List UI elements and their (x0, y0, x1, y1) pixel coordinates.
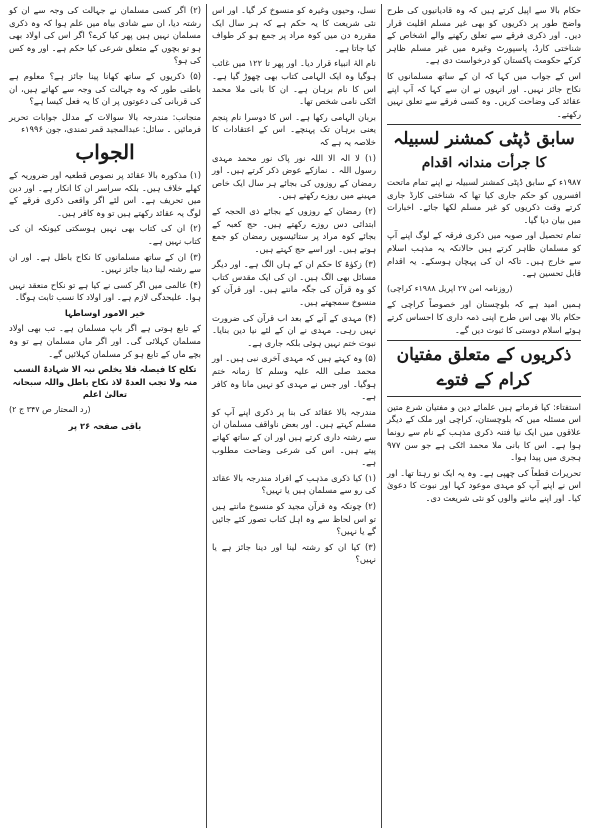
right-column (382, 4, 586, 828)
section-divider (387, 124, 581, 125)
body-paragraph: اس کے جواب میں کہا کہ ان کے ساتھ مسلمانوں کا نکاح جائز نہیں۔ اور انہوں نے ان سے کہا کہ آپ اپنے عقائد کی وضاحت کریں۔ وہ کسی فرقے سے تعلق نہیں رکھتے۔ (387, 70, 581, 119)
answer-paragraph: (۲) ان کی کتاب بھی نہیں ہوسکتی کیونکہ ان کی کتاب نہیں ہے۔ (9, 223, 201, 246)
fatwa-headline: ذکریوں کے متعلق مفتیان (396, 345, 572, 366)
quote-line: خیر الامور اوساطہا (64, 307, 146, 318)
reference-citation: (رد المحتار ص ۳۴۷ ج ۲) (9, 405, 91, 415)
fatwa-headline-line2: کرام کے فتوے (436, 370, 532, 391)
body-paragraph: تحریرات قطعاً کی چھپی ہے۔ وہ یہ ایک نو رہتا تھا۔ اور اس نے اپنے آپ کو مہدی موعود کہا اور نبوت کا دعویٰ کیا۔ اور اپنے ماننے والوں کو نئی شریعت دی۔ (387, 467, 581, 503)
question-paragraph: (۲) اگر کسی مسلمان نے جہالت کی وجہ سے ان کو رشتہ دیا، ان سے شادی بیاہ میں علم ہوا کہ وہ ذکری مسلمان نہیں ہیں پھر کیا کرے؟ اگر اس کی اولاد بھی ہو تو بچوں کے متعلق شرعی کیا حکم ہے۔ اور وہ کس کی ہو؟ (9, 5, 201, 66)
body-paragraph: ہمیں امید ہے کہ بلوچستان اور خصوصاً کراچی کے حکام بالا بھی اس طرح اپنی ذمہ داری کا احساس کرتے ہوئے اسلام دوستی کا ثبوت دیں گے۔ (387, 299, 581, 335)
body-paragraph: مندرجہ بالا عقائد کی بنا پر ذکری اپنے آپ کو مسلم کہتے ہیں۔ اور بعض ناواقف مسلمان ان سے رشتہ داری کرتے ہیں اور ان کے ساتھ کھاتے پیتے ہیں۔ اس کی شرعی وضاحت مطلوب ہے۔ (212, 406, 376, 468)
left-column (4, 4, 206, 828)
question-signature: منجانب: مندرجہ بالا سوالات کے مدلل جوابات تحریر فرمائیں ۔ سائل: عبدالمجید قمر تمندی، جون ۱۹۹۶ء (9, 111, 201, 135)
body-paragraph: استفتاء: کیا فرماتے ہیں علمائے دین و مفتیان شرع متین اس مسئلہ میں کہ بلوچستان، کراچی اور ملک کے دیگر علاقوں میں ایک نیا فتنہ ذکری مذہب کے نام سے رونما ہوا ہے۔ اس کا بانی ملا محمد اٹکی ہے جو سن ۹۷۷ ہجری میں پیدا ہوا۔ (387, 401, 581, 463)
body-paragraph: (۲) رمضان کے روزوں کے بجائے ذی الحجہ کے ابتدائی دس روزے رکھتے ہیں۔ حج کعبہ کے بجائے کوہ مراد پر ستائیسویں رمضان کو جمع ہوتے ہیں۔ اور اسے حج کہتے ہیں۔ (212, 205, 376, 254)
section-divider (387, 396, 581, 397)
answer-paragraph: (۱) مذکورہ بالا عقائد پر نصوص قطعیہ اور ضروریہ کے کھلے خلاف ہیں۔ بلکہ سراسر ان کا انکار ہے۔ اور دین میں تحریف ہے۔ اس لئے اگر واقعی ذکری فرقے کے لوگ یہ عقائد رکھتے ہیں تو وہ کافر ہیں۔ (9, 169, 201, 218)
arabic-quotation: تکلح کا فیصلہ فلا یخلص نبہ الا شہادۃ النسب منہ ولا تجب العدۃ لاذ نکاح باطل واللہ سبحانہ تعالیٰ اعلم (12, 364, 198, 400)
body-paragraph: بربان الہامی رکھا ہے۔ اس کا دوسرا نام پنجم یعنی برہان تک پہنچے۔ اس کے اعتقادات کا خلاصہ یہ ہے کہ (212, 111, 376, 147)
middle-column (206, 4, 382, 828)
question-item: (۱) کیا ذکری مذہب کے افراد مندرجہ بالا عقائد کی رو سے مسلمان ہیں یا نہیں؟ (212, 472, 376, 496)
body-paragraph: نام الہٰ انبیاء قرار دیا۔ اور پھر تا ۱۲۲ میں غائب ہوگیا وہ ایک الہامی کتاب بھی چھوڑ گیا ہے۔ اس کا نام برہان ہے۔ ان کا بانی ملا محمد اٹکی نامی شخص تھا۔ (212, 58, 377, 107)
answer-paragraph: (۴) عالمی میں اگر کسی نے کیا ہے تو نکاح منعقد نہیں ہوا۔ علیحدگی لازم ہے۔ اور اولاد کا نسب ثابت ہوگا۔ (9, 279, 201, 303)
body-paragraph: (۳) زکوٰۃ کا حکم ان کے ہاں الگ ہے۔ اور دیگر مسائل بھی الگ ہیں۔ ان کی ایک مقدس کتاب کو وہ قرآن کی جگہ مانتے ہیں۔ اور قرآن کو منسوخ سمجھتے ہیں۔ (212, 259, 376, 308)
body-paragraph: ۱۹۸۷ء کے سابق ڈپٹی کمشنر لسبیلہ نے اپنے تمام ماتحت افسروں کو حکم جاری کیا تھا کہ شناختی کارڈ جاری کرتے وقت ذکریوں کو غیر مسلم لکھا جائے۔ اخبارات میں بیان دیا گیا۔ (387, 177, 581, 225)
body-paragraph: نسل، وحیوں وغیرہ کو منسوخ کر گیا۔ اور اس نئی شریعت کا یہ حکم ہے کہ ہر سال ایک مقررہ دن میں کوہ مراد پر جمع ہو کر طواف کیا جاتا ہے۔ (212, 5, 376, 53)
section-divider (387, 340, 581, 341)
question-paragraph: (۵) ذکریوں کے ساتھ کھانا پینا جائز ہے؟ معلوم ہے باطنی طور کہ وہ جہالت کی وجہ سے کھاتے ہیں، ان کی قربانی کی دعوتوں پر ان کا یہ فعل کیسا ہے؟ (9, 70, 201, 107)
body-paragraph: تمام تحصیل اور صوبہ میں ذکری فرقہ کے لوگ اپنے آپ کو مسلمان ظاہر کرتے ہیں حالانکہ یہ مذہب اسلام سے خارج ہیں۔ تاکہ ان کی پہچان ہوسکے۔ یہ اقدام قابل تحسین ہے۔ (387, 230, 581, 279)
answer-heading: الجواب (75, 139, 135, 164)
question-item: (۳) کیا ان کو رشتہ لینا اور دینا جائز ہے یا نہیں؟ (212, 541, 376, 565)
source-citation: (روزنامہ امن ۲۷ اپریل ۱۹۸۸ء کراچی) (387, 283, 513, 293)
body-paragraph: حکام بالا سے اپیل کرتے ہیں کہ وہ قادیانیوں کی طرح واضح طور پر ذکریوں کو بھی غیر مسلم اقلیت قرار دیں۔ اور ذکری فرقے سے تعلق رکھنے والے اشخاص کے شناختی کارڈ، پاسپورٹ وغیرہ میں غیر مسلم ظاہر کرکے حکومت پاکستان کو درخواست دی ہے۔ (387, 5, 581, 66)
body-paragraph: (۴) مہدی کے آنے کے بعد اب قرآن کی ضرورت نہیں رہی۔ مہدی نے ان کے لئے نیا دین بنایا۔ نبوت ختم نہیں ہوئی بلکہ جاری ہے۔ (212, 312, 376, 348)
answer-paragraph: (۳) ان کے ساتھ مسلمانوں کا نکاح باطل ہے۔ اور ان سے رشتہ لینا دینا جائز نہیں۔ (9, 251, 201, 275)
body-paragraph: (۱) لا الہ الا اللہ نور پاک نور محمد مہدی رسول اللہ ۔ نمازکے عوض ذکر کرتے ہیں۔ اور رمضان کے روزوں کی بجائے ہر سال ایک خاص مہینے میں روزے رکھتے ہیں۔ (212, 152, 376, 201)
article-subheadline: کا جرأت مندانہ اقدام (421, 154, 547, 171)
article-headline: سابق ڈپٹی کمشنر لسبیلہ (393, 129, 575, 150)
body-paragraph: (۵) وہ کہتے ہیں کہ مہدی آخری نبی ہیں۔ اور محمد صلی اللہ علیہ وسلم کا زمانہ ختم ہوگیا۔ اور جس نے مہدی کو نہیں مانا وہ کافر ہے۔ (212, 353, 376, 402)
continued-note: باقی صفحہ ۲۶ پر (68, 420, 142, 431)
question-item: (۲) چونکہ وہ قرآن مجید کو منسوخ مانتے ہیں تو اس لحاظ سے وہ اہل کتاب تصور کئے جائیں گے یا نہیں؟ (212, 500, 376, 537)
answer-paragraph: کے تابع ہوتی ہے اگر باپ مسلمان ہے۔ تب بھی اولاد مسلمان کہلائی گی۔ اور اگر ماں مسلمان ہے تو وہ بچے ماں کے تابع ہو کر مسلمان کہلائیں گے۔ (9, 323, 201, 359)
